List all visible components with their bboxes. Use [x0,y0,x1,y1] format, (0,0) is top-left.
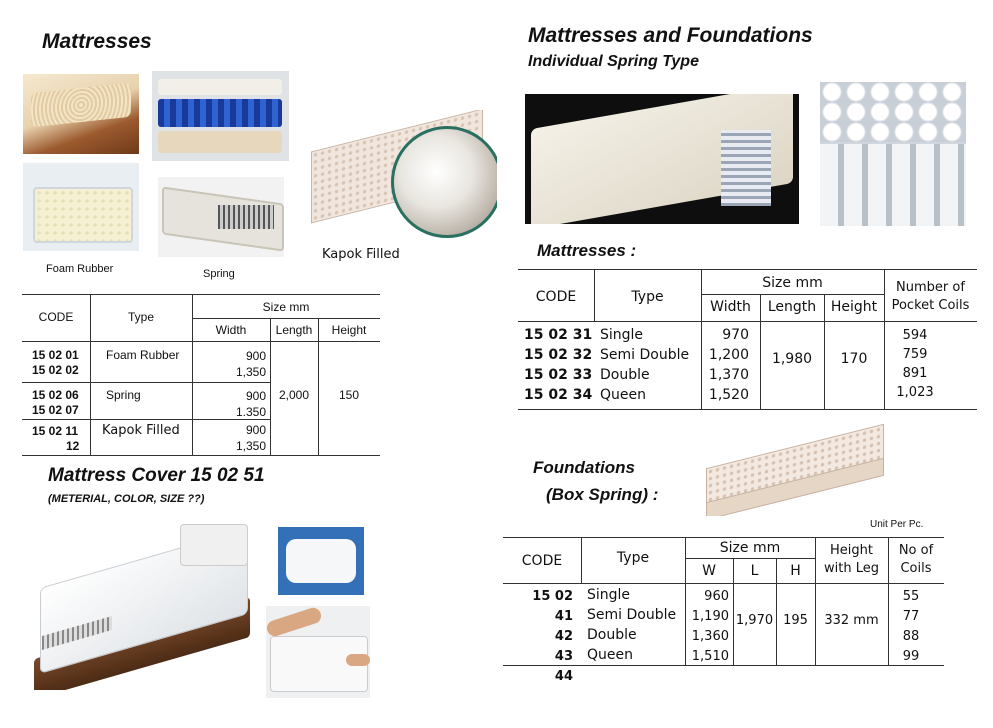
coils-cell: 594 [902,328,928,343]
pocket-coils-photo [820,82,966,226]
code-cell: 15 02 07 [32,403,79,417]
header-line: No of [898,543,934,558]
col-header-width: Width [710,299,751,315]
height-cell: 170 [840,351,868,367]
header-line: Coils [900,561,932,576]
w-cell: 1,510 [691,649,729,664]
type-cell: Queen [587,647,633,663]
code-cell: 15 02 01 [32,348,79,362]
col-header-length: Length [767,299,817,315]
page-title-mattresses: Mattresses [42,30,152,53]
l-cell: 1,970 [735,613,774,628]
pocket-mattress-table [518,269,977,410]
mattress-cover-subtitle: (METERIAL, COLOR, SIZE ??) [48,493,205,505]
code-cell: 15 02 31 [524,327,593,343]
width-column [701,325,749,405]
box-spring-photo [700,420,890,516]
header-line: with Leg [824,561,879,576]
type-column [600,325,689,405]
type-cell: Foam Rubber [106,348,180,362]
width-cell: 1,200 [708,347,749,363]
type-cell: Semi Double [600,347,690,363]
caption-spring: Spring [203,268,235,280]
code-column [524,325,592,405]
type-cell: Queen [600,387,646,403]
w-column [685,587,729,667]
cover-zipper-photo [266,606,370,698]
width-cell [192,348,266,380]
code-cell: 44 [554,669,573,684]
type-cell: Kapok Filled [102,423,180,438]
table-row-codes [32,388,79,418]
width-cell [192,388,266,420]
code-column [513,587,573,687]
length-cell: 1,980 [771,351,813,367]
width-value: 900 [245,389,266,403]
width-value: 900 [245,349,266,363]
cover-corner-photo [278,527,364,595]
table-row-codes [32,348,79,378]
box-spring-heading: (Box Spring) : [546,485,659,504]
width-value: 900 [245,423,266,437]
foundations-heading: Foundations [533,458,635,477]
page-subtitle: Individual Spring Type [528,53,699,70]
header-line: Number of [896,280,965,295]
mattress-cover-bed-photo [30,518,254,690]
col-header-height-with-leg [815,542,888,578]
code-cell: 15 02 11 [32,424,79,438]
coils-cell: 891 [902,366,928,381]
coils-cell: 55 [902,589,920,604]
type-cell: Double [587,627,637,643]
col-header-type: Type [631,289,664,305]
mattresses-heading: Mattresses : [537,241,637,260]
type-cell: Double [600,367,650,383]
header-line: Pocket Coils [891,298,970,313]
coils-cell: 88 [902,629,920,644]
col-header-code: CODE [521,553,563,569]
w-cell: 1,360 [691,629,729,644]
coils-column [898,587,924,667]
col-header-height: Height [830,299,878,315]
header-line: Height [830,543,873,558]
col-header-l: L [750,563,759,579]
foam-block-photo [23,163,139,251]
kapok-mattress-photo [307,110,497,250]
caption-foam-rubber: Foam Rubber [46,263,114,275]
unit-per-piece-note: Unit Per Pc. [870,519,924,530]
spring-layers-photo [152,71,289,161]
width-cell [192,422,266,454]
type-cell: Semi Double [587,607,677,623]
code-cell: 15 02 34 [524,387,593,403]
col-header-type: Type [616,550,650,566]
mattress-cover-title: Mattress Cover 15 02 51 [48,465,265,486]
width-cell: 1,370 [708,367,749,383]
type-cell: Single [600,327,644,343]
length-cell: 2,000 [278,388,310,402]
col-header-pocket-coils [884,279,977,315]
coils-cell: 77 [902,609,920,624]
type-column [587,585,676,665]
foam-mattress-photo [23,74,139,154]
col-header-code: CODE [535,289,577,305]
col-header-size: Size mm [719,540,781,556]
col-header-height: Height [331,323,367,337]
table-row-codes [32,424,79,454]
col-header-length: Length [275,323,313,337]
col-header-w: W [702,563,716,579]
w-cell: 1,190 [691,609,729,624]
code-cell: 15 02 02 [32,363,79,377]
coils-cell: 1,023 [896,385,934,400]
width-value: 1,350 [235,439,266,453]
coils-column [890,326,940,402]
width-cell: 1,520 [708,387,749,403]
coils-cell: 759 [902,347,928,362]
code-cell: 42 [554,629,573,644]
width-cell: 970 [722,327,749,343]
col-header-h: H [790,563,801,579]
spring-mattress-photo [158,177,284,257]
code-cell: 15 02 41 [532,589,573,624]
width-value: 1,350 [235,365,266,379]
type-cell: Spring [106,388,141,402]
width-value: 1.350 [235,405,266,419]
type-cell: Single [587,587,631,603]
col-header-size: Size mm [262,300,310,314]
col-header-size: Size mm [762,275,823,291]
col-header-no-of-coils [888,542,944,578]
code-cell: 15 02 06 [32,388,79,402]
col-header-width: Width [215,323,247,337]
page-title-mattresses-foundations: Mattresses and Foundations [528,24,813,47]
height-with-leg-cell: 332 mm [824,613,879,628]
spring-cutaway-photo [525,94,799,224]
code-cell: 43 [554,649,573,664]
code-cell: 15 02 32 [524,347,593,363]
coils-cell: 99 [902,649,920,664]
col-header-code: CODE [38,310,74,324]
col-header-type: Type [127,310,154,324]
code-cell: 12 [66,439,80,453]
code-cell: 15 02 33 [524,367,593,383]
caption-kapok-filled: Kapok Filled [322,247,400,262]
mattress-spec-table [22,294,380,456]
height-cell: 150 [338,388,360,402]
w-cell: 960 [704,589,729,604]
foundation-table [503,537,944,684]
h-cell: 195 [783,613,808,628]
